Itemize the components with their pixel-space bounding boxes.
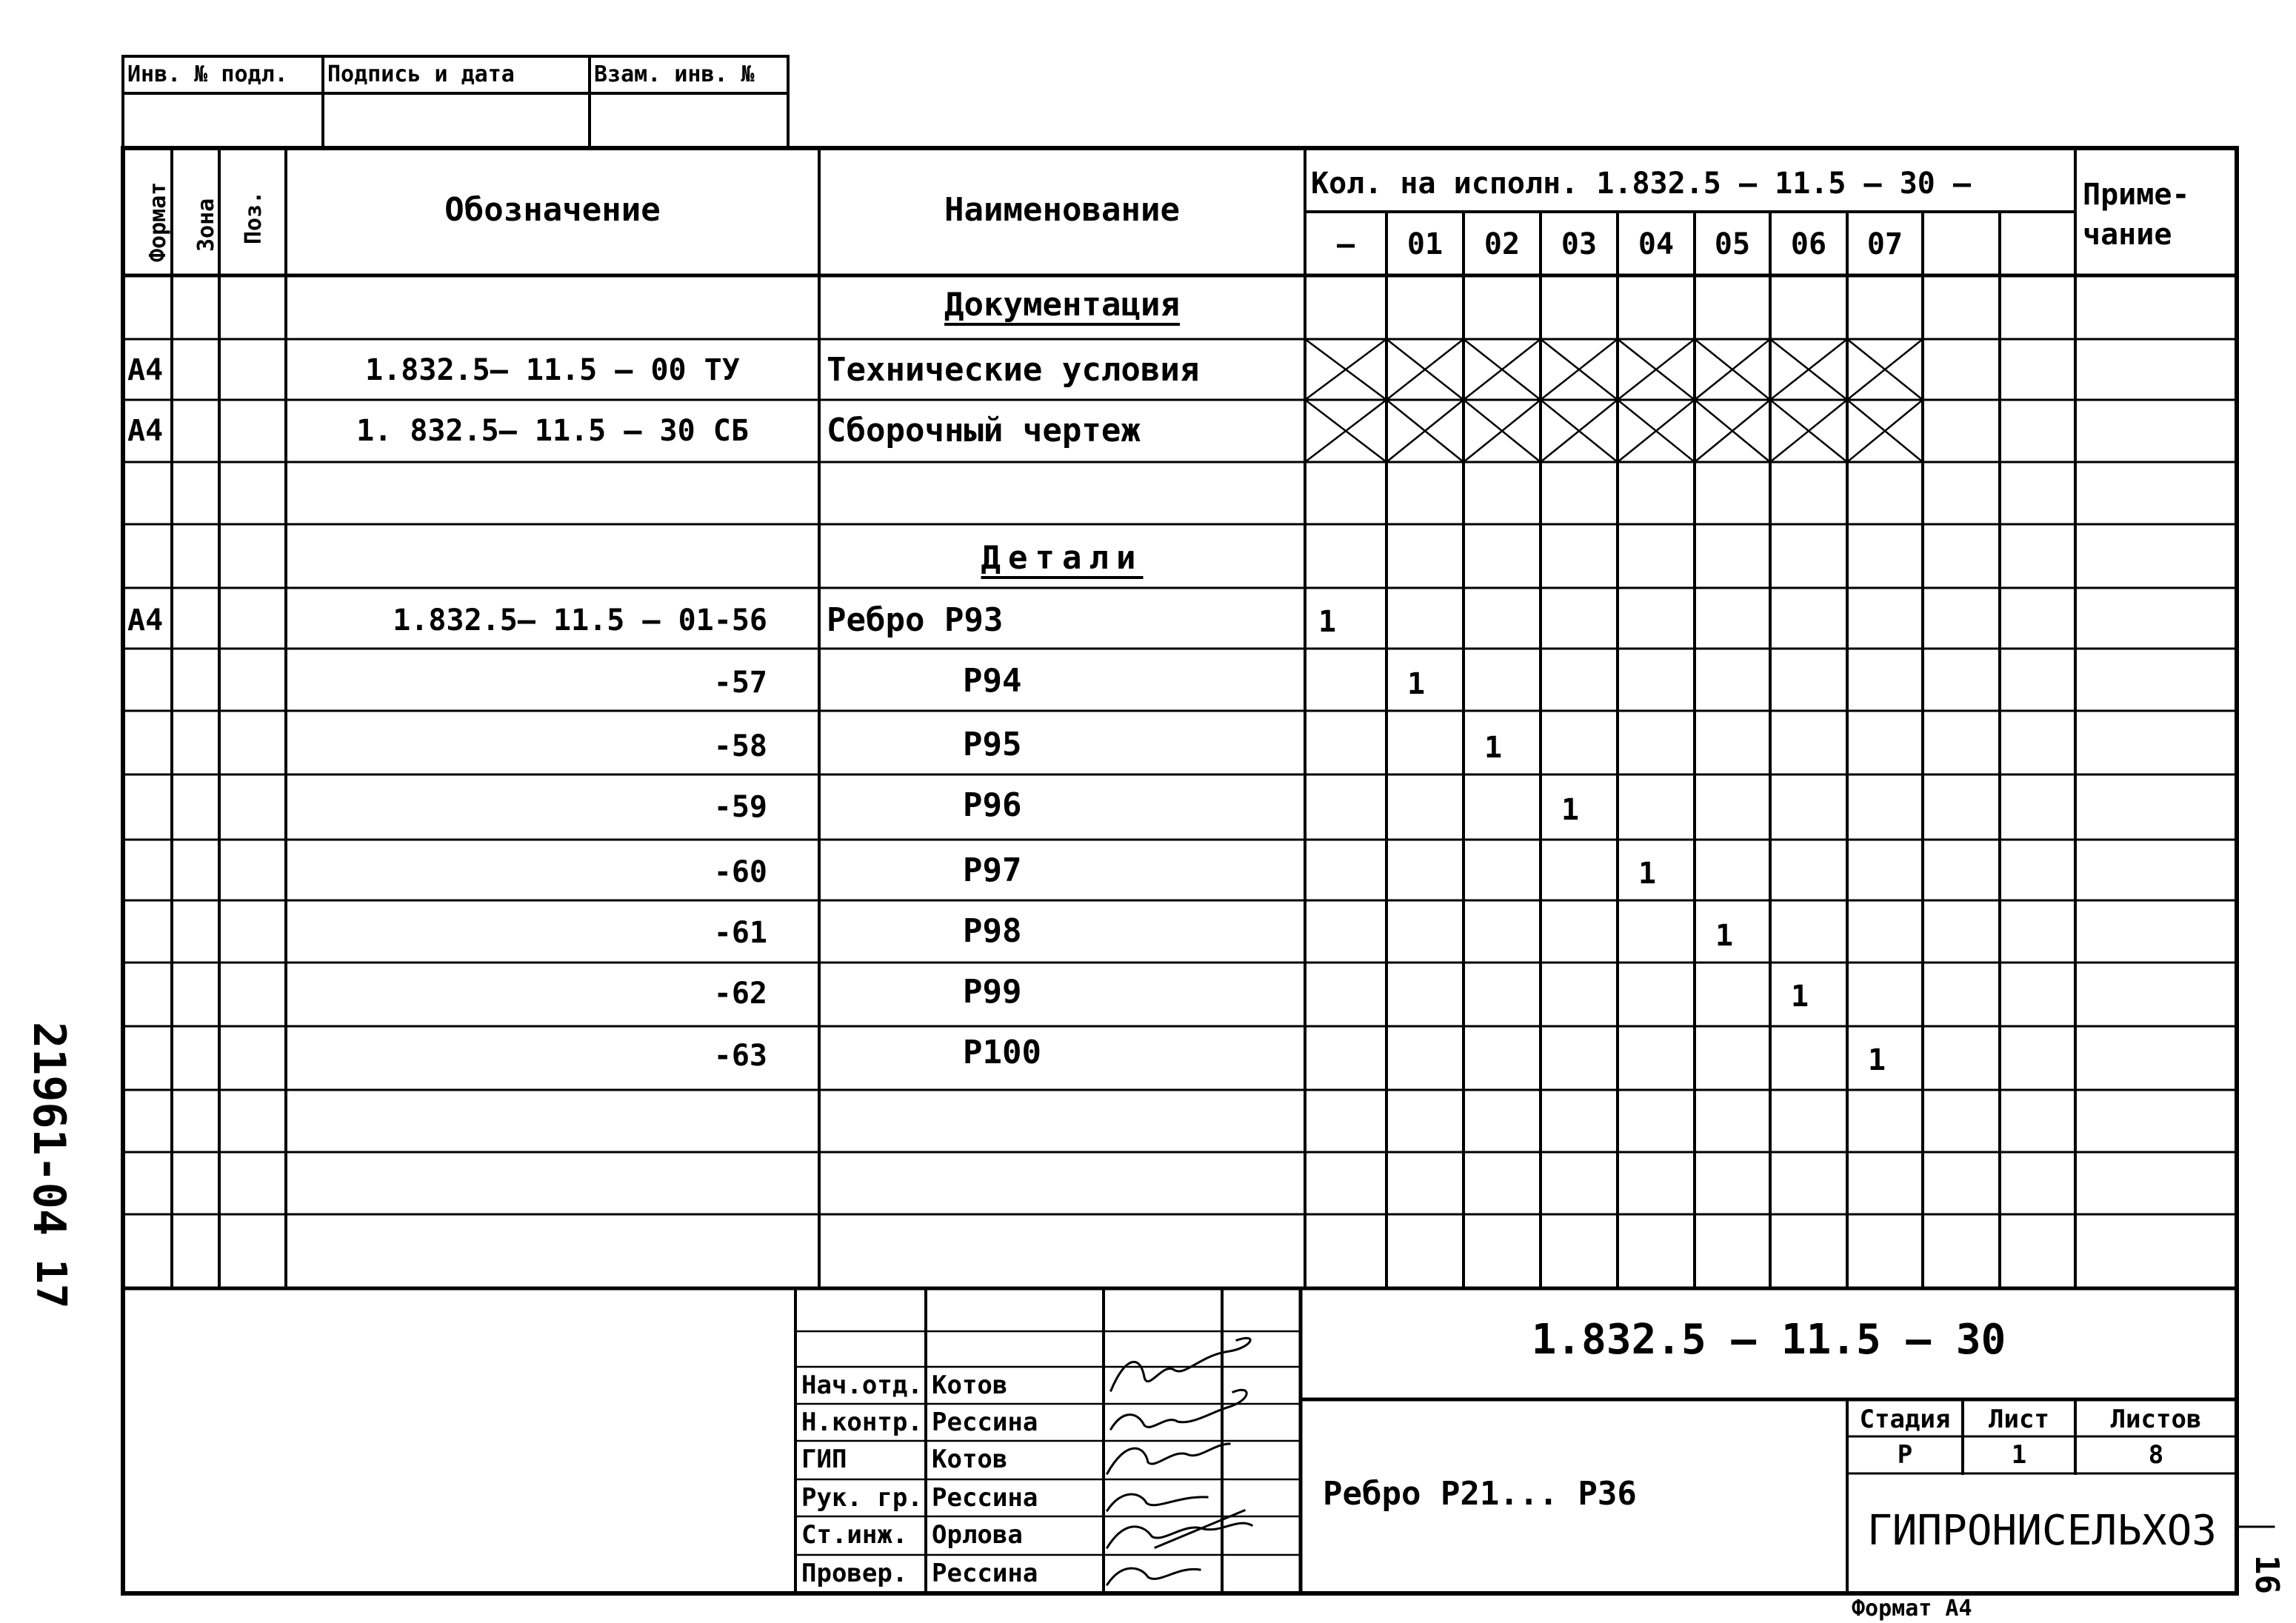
sheet-label: Лист — [1989, 1405, 2049, 1434]
archive-number: 21961-04 — [23, 1022, 75, 1236]
signature-role: Провер. — [801, 1559, 908, 1588]
header-position: Поз. — [241, 190, 267, 244]
detail-row-name: Р96 — [963, 786, 1022, 824]
stamp-header-signature-date: Подпись и дата — [327, 61, 515, 87]
detail-row-designation: -57 — [713, 666, 767, 700]
detail-row-quantity: 1 — [1867, 1043, 1886, 1077]
header-zone: Зона — [193, 198, 219, 252]
detail-row-name: Р95 — [963, 726, 1022, 763]
header-quantity-per-execution: Кол. на исполн. 1.832.5 — 11.5 — 30 — — [1311, 167, 1972, 201]
page-number-left: 17 — [27, 1259, 75, 1309]
doc-row-name: Технические условия — [827, 351, 1200, 389]
detail-row-quantity: 1 — [1638, 857, 1657, 891]
detail-row-designation: -59 — [713, 790, 767, 824]
detail-row-designation: -58 — [713, 729, 767, 763]
doc-row-name: Сборочный чертеж — [827, 412, 1141, 449]
sheets-label: Листов — [2110, 1405, 2202, 1434]
exec-column-header: 05 — [1714, 227, 1751, 261]
stage-value: Р — [1897, 1440, 1913, 1470]
detail-row-name: Р94 — [963, 662, 1022, 700]
signature-name: Котов — [932, 1371, 1008, 1400]
detail-row-quantity: 1 — [1561, 793, 1580, 827]
stamp-header-inv-number: Инв. № подл. — [127, 61, 288, 87]
exec-column-header: 07 — [1866, 227, 1903, 261]
detail-row-quantity: 1 — [1406, 667, 1426, 701]
format-label: Формат А4 — [1852, 1596, 1972, 1622]
detail-row-quantity: 1 — [1318, 605, 1337, 639]
header-note: Приме- чание — [2083, 178, 2190, 252]
section-documentation: Документация — [944, 286, 1180, 324]
detail-row-name: Р100 — [963, 1034, 1041, 1071]
exec-column-header: 02 — [1484, 227, 1521, 261]
signature-name: Рессина — [932, 1559, 1038, 1588]
signature-role: Рук. гр. — [801, 1483, 923, 1513]
sheets-value: 8 — [2148, 1440, 2164, 1470]
page-number-right: 16 — [2248, 1555, 2286, 1594]
exec-column-header: 01 — [1406, 227, 1444, 261]
signature-name: Котов — [932, 1445, 1008, 1474]
header-format: Формат — [145, 181, 171, 262]
doc-row-format: А4 — [127, 414, 164, 448]
row-lines — [123, 339, 2237, 1214]
detail-row-designation: -60 — [713, 855, 767, 889]
detail-row-designation: 1.832.5— 11.5 — 01-56 — [393, 603, 767, 638]
detail-row-designation: -61 — [713, 916, 767, 950]
header-name: Наименование — [944, 191, 1180, 229]
signature-name: Рессина — [932, 1408, 1038, 1437]
document-code: 1.832.5 — 11.5 — 30 — [1531, 1316, 2006, 1364]
section-details: Детали — [981, 539, 1144, 577]
document-title: Ребро Р21... Р36 — [1323, 1475, 1637, 1513]
header-designation: Обозначение — [444, 191, 661, 229]
signature-role: Н.контр. — [801, 1408, 923, 1437]
detail-row-designation: -62 — [713, 977, 767, 1011]
detail-row-name: Р98 — [963, 912, 1022, 950]
signature-name: Рессина — [932, 1483, 1038, 1513]
exec-column-header: 06 — [1790, 227, 1827, 261]
sheet-value: 1 — [2011, 1440, 2027, 1470]
organization-name: ГИПРОНИСЕЛЬХОЗ — [1866, 1507, 2217, 1555]
detail-row-quantity: 1 — [1790, 980, 1809, 1014]
detail-row-format: А4 — [127, 603, 164, 638]
doc-row-designation: 1. 832.5— 11.5 — 30 СБ — [356, 414, 749, 448]
doc-row-format: А4 — [127, 353, 164, 387]
detail-row-name: Ребро Р93 — [827, 601, 1004, 639]
detail-row-name: Р97 — [963, 851, 1022, 889]
detail-row-quantity: 1 — [1715, 919, 1734, 953]
detail-row-designation: -63 — [713, 1039, 767, 1073]
exec-column-header: 04 — [1638, 227, 1675, 261]
stage-label: Стадия — [1859, 1405, 1951, 1434]
signature-marks — [1107, 1338, 1252, 1584]
detail-row-name: Р99 — [963, 973, 1022, 1011]
doc-row-designation: 1.832.5— 11.5 — 00 ТУ — [365, 353, 740, 387]
stamp-header-replaced-inv: Взам. инв. № — [594, 61, 755, 87]
signature-role: Ст.инж. — [801, 1520, 908, 1550]
signature-name: Орлова — [932, 1520, 1023, 1550]
detail-row-quantity: 1 — [1484, 731, 1503, 765]
signature-role: Нач.отд. — [801, 1371, 923, 1400]
exec-column-header: — — [1336, 227, 1355, 261]
exec-column-header: 03 — [1561, 227, 1598, 261]
signature-role: ГИП — [801, 1445, 847, 1474]
